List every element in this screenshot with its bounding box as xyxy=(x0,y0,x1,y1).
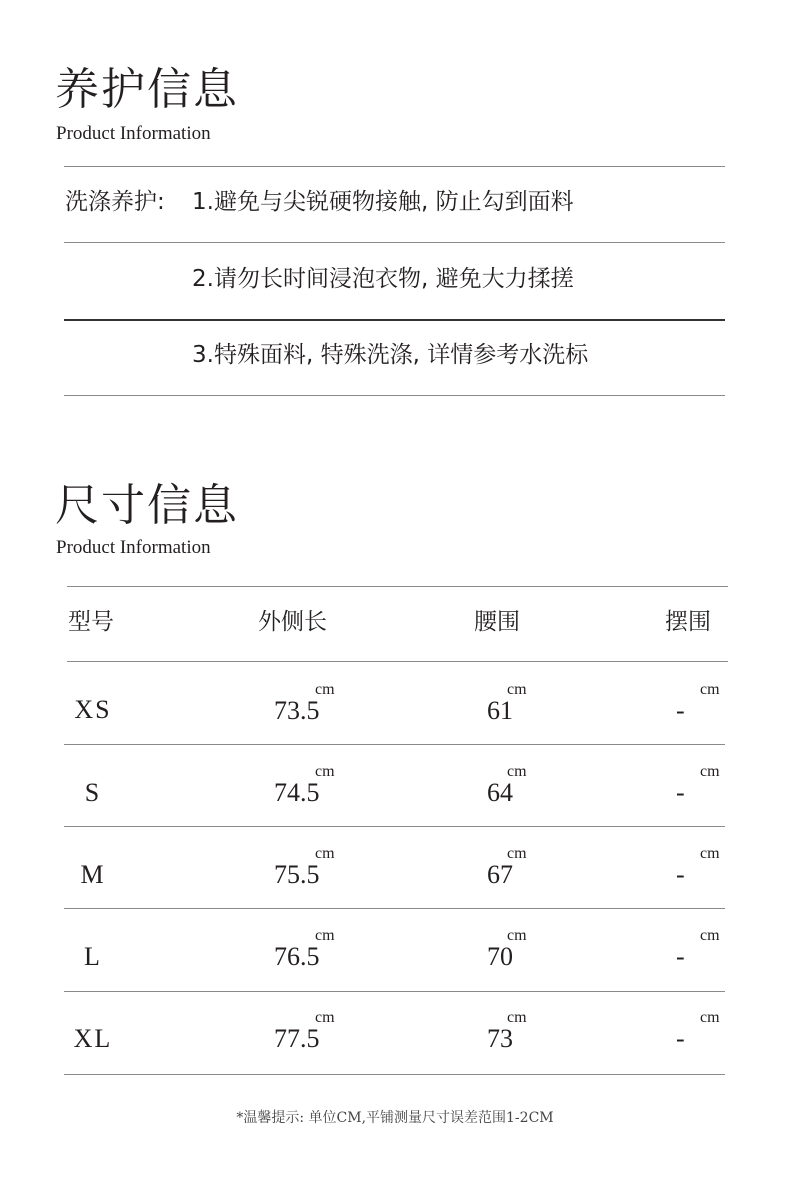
header-size: 型号 xyxy=(68,609,114,635)
table-cell-waist: 67 xyxy=(487,860,513,889)
table-cell-hem: - xyxy=(676,1024,685,1053)
row-divider xyxy=(64,991,725,992)
unit-label: cm xyxy=(315,845,335,862)
unit-label: cm xyxy=(700,1009,720,1026)
care-item-1: 1.避免与尖锐硬物接触, 防止勾到面料 xyxy=(192,189,574,215)
unit-label: cm xyxy=(507,763,527,780)
care-title: 养护信息 xyxy=(55,64,239,115)
size-table-top-line xyxy=(67,586,728,587)
size-subtitle: Product Information xyxy=(56,537,211,558)
table-cell-size: XS xyxy=(74,695,112,724)
header-outer-length: 外侧长 xyxy=(258,609,327,635)
unit-label: cm xyxy=(507,845,527,862)
care-divider-bottom xyxy=(64,395,725,396)
table-cell-outer-length: 76.5 xyxy=(274,942,320,971)
unit-label: cm xyxy=(507,927,527,944)
header-hem: 摆围 xyxy=(665,609,711,635)
measurement-note: *温馨提示: 单位CM,平铺测量尺寸误差范围1-2CM xyxy=(236,1110,554,1126)
table-cell-size: L xyxy=(84,942,102,971)
size-table-bottom-line xyxy=(64,1074,725,1075)
table-cell-hem: - xyxy=(676,778,685,807)
unit-label: cm xyxy=(507,1009,527,1026)
table-cell-waist: 64 xyxy=(487,778,513,807)
row-divider xyxy=(64,908,725,909)
care-divider-2 xyxy=(64,319,725,321)
unit-label: cm xyxy=(700,763,720,780)
header-waist: 腰围 xyxy=(474,609,520,635)
care-subtitle: Product Information xyxy=(56,123,211,144)
care-divider-top xyxy=(64,166,725,167)
table-cell-outer-length: 73.5 xyxy=(274,696,320,725)
unit-label: cm xyxy=(315,927,335,944)
unit-label: cm xyxy=(700,927,720,944)
care-item-2: 2.请勿长时间浸泡衣物, 避免大力揉搓 xyxy=(192,266,574,292)
care-divider-1 xyxy=(64,242,725,243)
table-cell-size: M xyxy=(80,860,106,889)
table-cell-size: S xyxy=(84,778,102,807)
care-item-3: 3.特殊面料, 特殊洗涤, 详情参考水洗标 xyxy=(192,342,589,368)
unit-label: cm xyxy=(700,845,720,862)
care-label: 洗涤养护: xyxy=(65,189,165,215)
table-cell-size: XL xyxy=(73,1024,113,1053)
row-divider xyxy=(64,744,725,745)
table-cell-waist: 70 xyxy=(487,942,513,971)
size-header-line xyxy=(67,661,728,662)
table-cell-waist: 73 xyxy=(487,1024,513,1053)
table-cell-waist: 61 xyxy=(487,696,513,725)
unit-label: cm xyxy=(700,681,720,698)
table-cell-outer-length: 75.5 xyxy=(274,860,320,889)
table-cell-hem: - xyxy=(676,696,685,725)
row-divider xyxy=(64,826,725,827)
unit-label: cm xyxy=(315,763,335,780)
table-cell-hem: - xyxy=(676,942,685,971)
unit-label: cm xyxy=(315,1009,335,1026)
unit-label: cm xyxy=(507,681,527,698)
size-title: 尺寸信息 xyxy=(55,480,239,531)
unit-label: cm xyxy=(315,681,335,698)
table-cell-outer-length: 77.5 xyxy=(274,1024,320,1053)
table-cell-outer-length: 74.5 xyxy=(274,778,320,807)
table-cell-hem: - xyxy=(676,860,685,889)
